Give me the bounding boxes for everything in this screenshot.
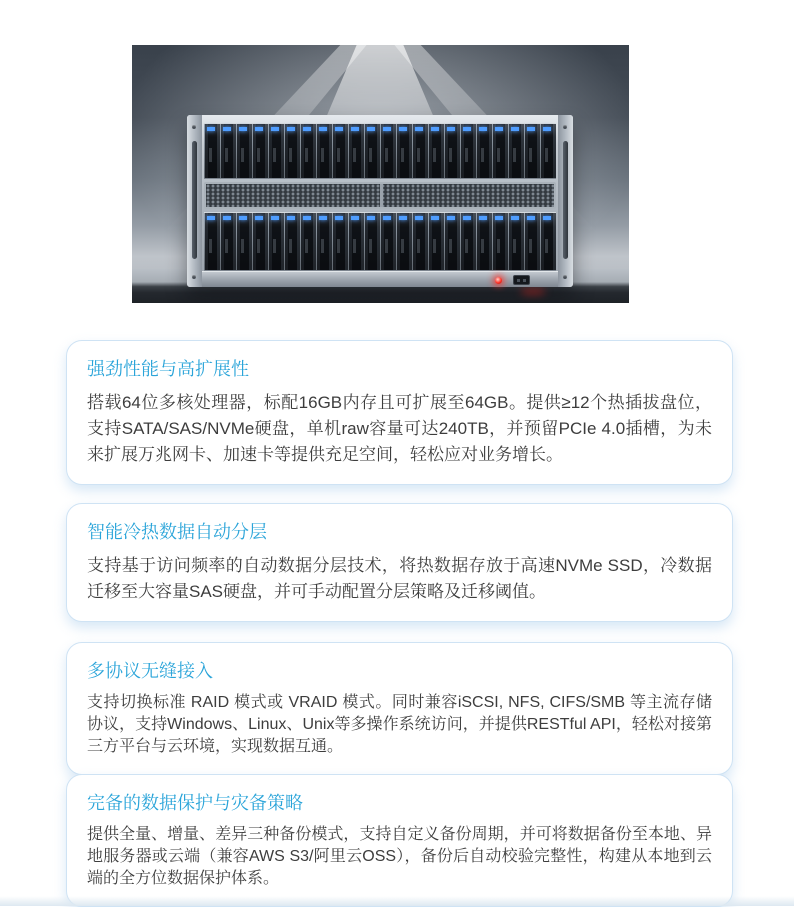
status-led-red: [495, 277, 502, 284]
server-chassis: [187, 115, 573, 287]
feature-title: 多协议无缝接入: [87, 661, 213, 681]
drive-bay-row-bottom: [204, 212, 556, 271]
feature-card-performance: [66, 340, 733, 485]
feature-card-protocols: [66, 642, 733, 775]
page-bottom-shadow: [0, 896, 794, 906]
rack-handle-left: [192, 141, 197, 259]
rack-ear-left: [187, 115, 202, 287]
feature-body: 支持基于访问频率的自动数据分层技术，将热数据存放于高速NVMe SSD，冷数据迁移至大容量SAS硬盘，并可手动配置分层策略及迁移阈值。: [87, 556, 712, 601]
rack-ear-right: [558, 115, 573, 287]
server-product-photo: [132, 45, 629, 303]
screw: [192, 125, 196, 129]
feature-card-tiering: [66, 503, 733, 622]
feature-title: 智能冷热数据自动分层: [87, 522, 267, 542]
feature-body: 提供全量、增量、差异三种备份模式，支持自定义备份周期，并可将数据备份至本地、异地服务器或云端（兼容AWS S3/阿里云OSS），备份后自动校验完整性，构建从本地到云端的全方位数据保护体系。: [87, 826, 712, 887]
ventilation-mesh: [204, 182, 556, 209]
feature-title: 完备的数据保护与灾备策略: [87, 793, 303, 813]
feature-title: 强劲性能与高扩展性: [87, 359, 249, 379]
screw: [192, 275, 196, 279]
chassis-base-panel: [202, 271, 558, 287]
red-led-reflection: [520, 287, 546, 295]
screw: [563, 125, 567, 129]
rack-handle-right: [563, 141, 568, 259]
power-inlet: [513, 275, 530, 285]
feature-body: 搭载64位多核处理器，标配16GB内存且可扩展至64GB。提供≥12个热插拔盘位，支持SATA/SAS/NVMe硬盘，单机raw容量可达240TB，并预留PCIe 4.0插槽，为未来扩展万兆网卡、加速卡等提供充足空间，轻松应对业务增长。: [87, 393, 712, 464]
drive-bay-row-top: [204, 123, 556, 179]
screw: [563, 275, 567, 279]
feature-card-backup: [66, 774, 733, 907]
feature-body: 支持切换标准 RAID 模式或 VRAID 模式。同时兼容iSCSI, NFS, CIFS/SMB 等主流存储协议，支持Windows、Linux、Unix等多操作系统访问，并提供RESTful API，轻松对接第三方平台与云环境，实现数据互通。: [87, 694, 712, 755]
